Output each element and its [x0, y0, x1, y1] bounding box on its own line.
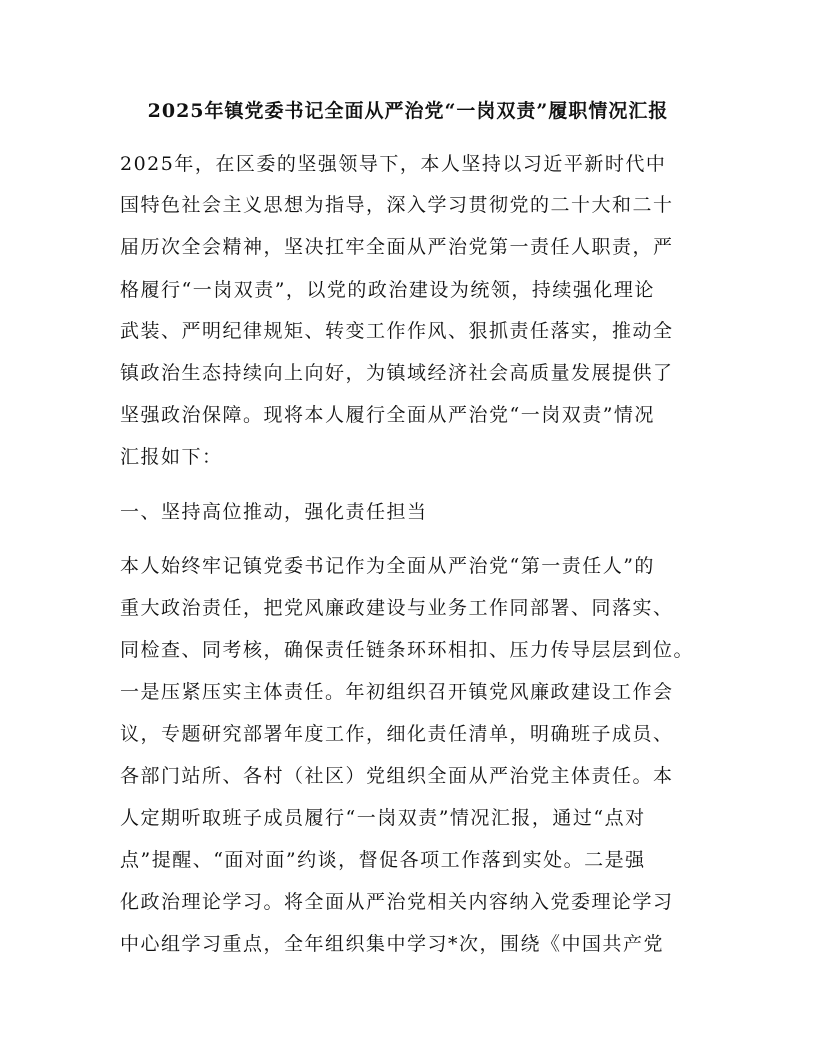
- paragraph-line: 本人始终牢记镇党委书记作为全面从严治党“第一责任人”的: [120, 555, 655, 577]
- paragraph-line: 2025年，在区委的坚强领导下，本人坚持以习近平新时代中: [120, 153, 667, 175]
- paragraph-line: 议，专题研究部署年度工作，细化责任清单，明确班子成员、: [120, 723, 674, 745]
- paragraph-line: 国特色社会主义思想为指导，深入学习贯彻党的二十大和二十: [120, 194, 674, 216]
- paragraph-line: 点”提醒、“面对面”约谈，督促各项工作落到实处。二是强: [120, 849, 646, 871]
- paragraph-line: 各部门站所、各村（社区）党组织全面从严治党主体责任。本: [120, 765, 674, 787]
- paragraph-line: 格履行“一岗双责”，以党的政治建设为统领，持续强化理论: [120, 279, 655, 301]
- document-title: 2025年镇党委书记全面从严治党“一岗双责”履职情况汇报: [147, 100, 669, 122]
- paragraph-line: 化政治理论学习。将全面从严治党相关内容纳入党委理论学习: [120, 891, 674, 913]
- paragraph-line: 汇报如下：: [120, 446, 223, 468]
- paragraph-line: 届历次全会精神，坚决扛牢全面从严治党第一责任人职责，严: [120, 236, 674, 258]
- paragraph-line: 人定期听取班子成员履行“一岗双责”情况汇报，通过“点对: [120, 807, 646, 829]
- paragraph-line: 一是压紧压实主体责任。年初组织召开镇党风廉政建设工作会: [120, 681, 674, 703]
- paragraph-line: 重大政治责任，把党风廉政建设与业务工作同部署、同落实、: [120, 597, 674, 619]
- paragraph-line: 中心组学习重点，全年组织集中学习*次，围绕《中国共产党: [120, 933, 665, 955]
- paragraph-line: 坚强政治保障。现将本人履行全面从严治党“一岗双责”情况: [120, 404, 655, 426]
- paragraph-line: 同检查、同考核，确保责任链条环环相扣、压力传导层层到位。: [120, 639, 695, 661]
- paragraph-line: 武装、严明纪律规矩、转变工作作风、狠抓责任落实，推动全: [120, 320, 674, 342]
- section-heading: 一、坚持高位推动，强化责任担当: [120, 501, 428, 523]
- paragraph-line: 镇政治生态持续向上向好，为镇域经济社会高质量发展提供了: [120, 362, 674, 384]
